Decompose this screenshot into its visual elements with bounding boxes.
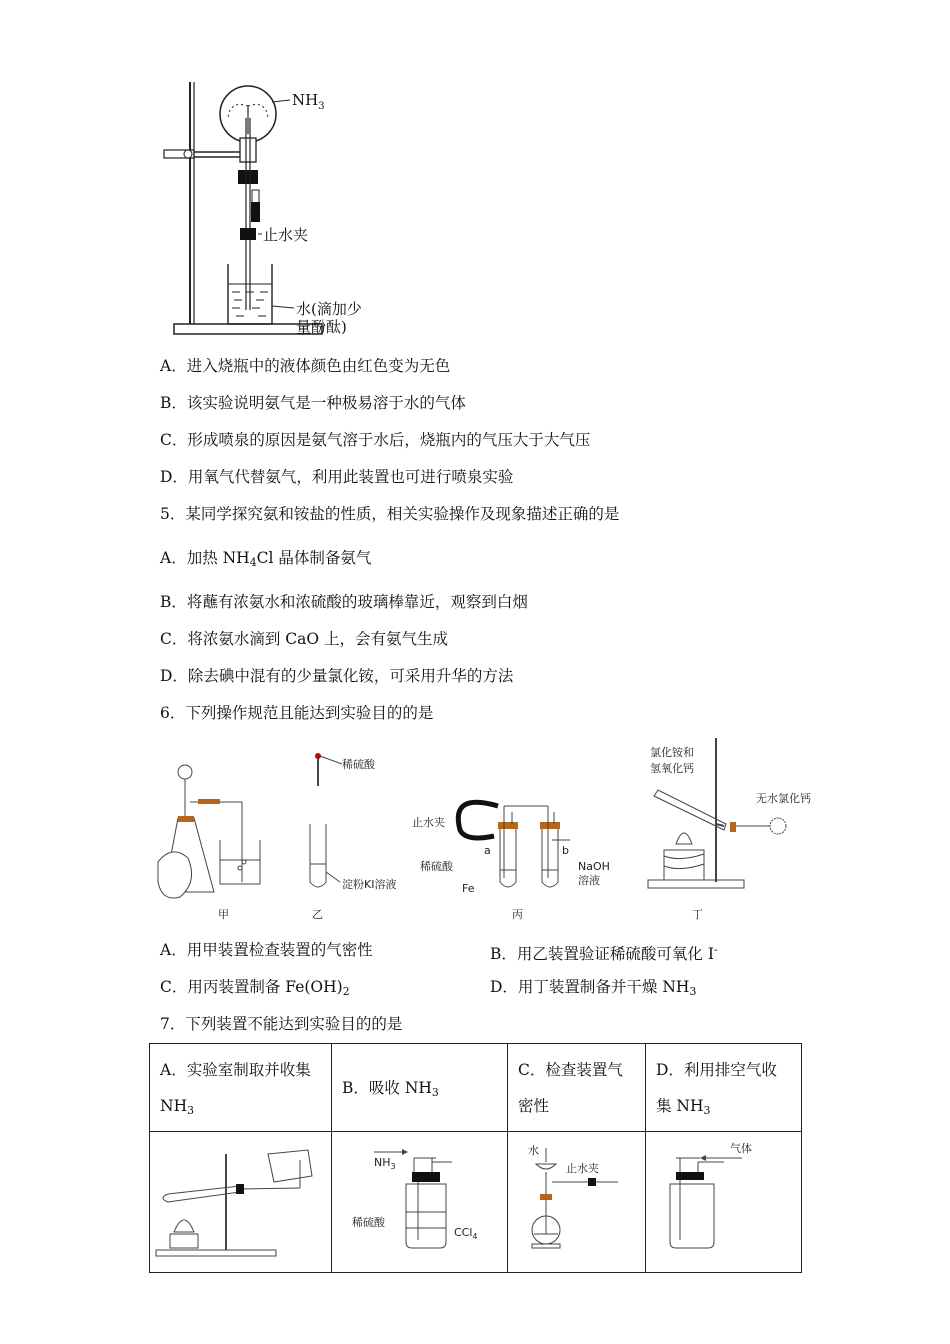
q4-label-nh3: $NH_3$ (292, 91, 325, 112)
q6-ding-reagent-2: 氢氧化钙 (650, 762, 694, 775)
q6-option-a: A．用甲装置检查装置的气密性 (160, 941, 373, 959)
q4-fountain-apparatus-figure (160, 78, 400, 338)
q6-apparatus-figures (150, 732, 830, 928)
q6-option-c: C．用丙装置制备 $Fe(OH)_2$ (160, 978, 350, 998)
q7-cell-d-text: D．利用排空气收 集 $NH_3$ (646, 1044, 802, 1132)
q7-options-table (149, 1043, 802, 1273)
q7-cell-c-text: C．检查装置气 密性 (508, 1044, 646, 1132)
q6-bing-label: 丙 (512, 908, 523, 921)
q6-bing-clamp: 止水夹 (412, 816, 445, 829)
q7-cell-a-figure (150, 1132, 332, 1273)
q5-option-b: B．将蘸有浓氨水和浓硫酸的玻璃棒靠近，观察到白烟 (160, 593, 528, 611)
q7-cell-b-figure (332, 1132, 508, 1273)
q7-stem: 7．下列装置不能达到实验目的的是 (160, 1015, 403, 1033)
q4-label-water-1: 水(滴加少 (296, 300, 362, 318)
q5-option-c: C．将浓氨水滴到 CaO 上，会有氨气生成 (160, 630, 449, 648)
q4-option-c: C．形成喷泉的原因是氨气溶于水后，烧瓶内的气压大于大气压 (160, 431, 591, 449)
q7-cell-b-text: B．吸收 $NH_3$ (332, 1044, 508, 1132)
q5-option-a: A．加热 $NH_4Cl$ 晶体制备氨气 (160, 549, 372, 569)
q5-stem: 5．某同学探究氨和铵盐的性质，相关实验操作及现象描述正确的是 (160, 505, 620, 523)
q4-option-b: B．该实验说明氨气是一种极易溶于水的气体 (160, 394, 466, 412)
q6-yi-solution: 淀粉KI溶液 (342, 878, 397, 891)
q6-bing-acid: 稀硫酸 (420, 860, 453, 873)
q6-bing-a: a (484, 844, 491, 857)
q6-figure-yi (310, 753, 396, 921)
q6-figure-bing (412, 802, 610, 921)
q6-bing-naoh-2: 溶液 (578, 874, 600, 887)
q4-option-d: D．用氧气代替氨气，利用此装置也可进行喷泉实验 (160, 468, 514, 486)
q6-figure-jia (158, 765, 260, 921)
q6-ding-drying: 无水氯化钙 (756, 792, 811, 805)
q7-b-acid-label: 稀硫酸 (352, 1216, 385, 1229)
q7-b-ccl4-label: CCl$_4$ (454, 1226, 478, 1241)
q6-option-d: D．用丁装置制备并干燥 $NH_3$ (490, 978, 697, 998)
q7-c-clamp-label: 止水夹 (566, 1162, 599, 1175)
q6-yi-label: 乙 (312, 908, 323, 921)
q7-b-gas-label: $NH_3$ (374, 1156, 396, 1171)
q4-label-clamp: 止水夹 (263, 226, 309, 244)
q7-cell-d-figure (646, 1132, 802, 1273)
q6-bing-fe: Fe (462, 882, 475, 895)
q6-ding-reagent-1: 氯化铵和 (650, 746, 694, 759)
q6-jia-label: 甲 (218, 908, 229, 921)
q6-ding-label: 丁 (692, 908, 703, 921)
q7-cell-a-text: A．实验室制取并收集 $NH_3$ (150, 1044, 332, 1132)
q4-option-a: A．进入烧瓶中的液体颜色由红色变为无色 (160, 357, 451, 375)
q6-bing-b: b (562, 844, 569, 857)
q7-c-water-label: 水 (528, 1144, 539, 1157)
q7-d-gas-label: 气体 (730, 1142, 752, 1155)
q4-label-water-2: 量酚酞) (296, 318, 347, 336)
q6-figure-ding (648, 738, 811, 921)
q6-stem: 6．下列操作规范且能达到实验目的的是 (160, 704, 434, 722)
q6-yi-acid: 稀硫酸 (342, 758, 375, 771)
q5-option-d: D．除去碘中混有的少量氯化铵，可采用升华的方法 (160, 667, 514, 685)
q6-option-b: B．用乙装置验证稀硫酸可氧化 I- (490, 943, 718, 963)
q7-cell-c-figure (508, 1132, 646, 1273)
q6-bing-naoh-1: NaOH (578, 860, 610, 873)
